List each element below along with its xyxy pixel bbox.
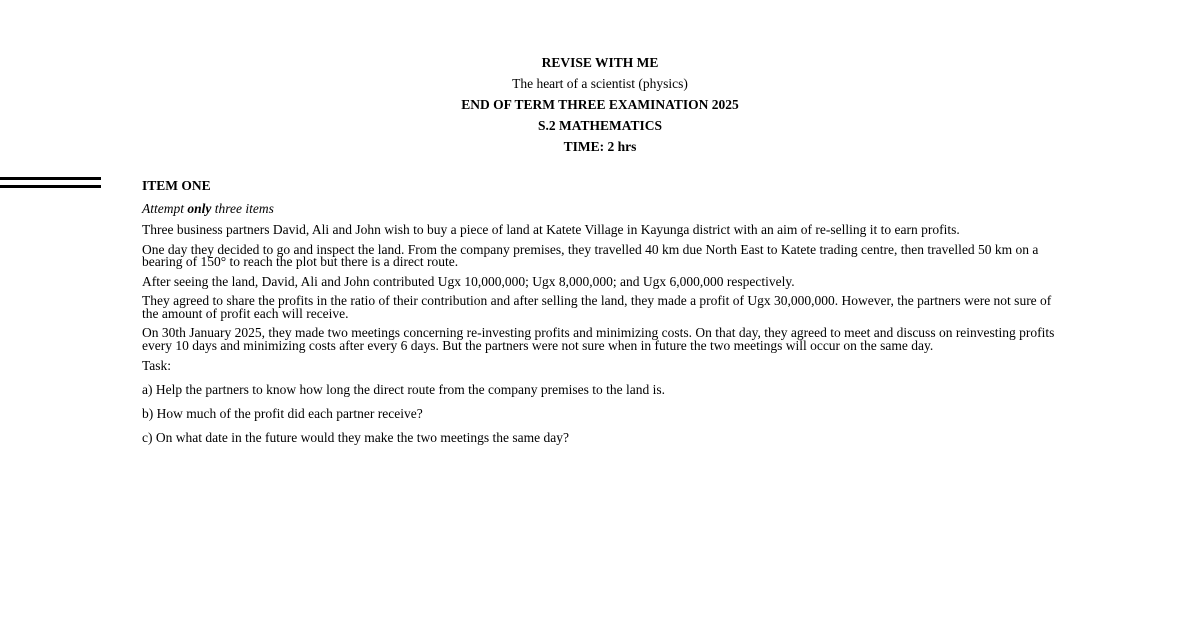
margin-rule-top	[0, 177, 101, 180]
question-c: c) On what date in the future would they make the two meetings the same day?	[142, 430, 569, 445]
header-exam-name: END OF TERM THREE EXAMINATION 2025	[461, 97, 739, 112]
scenario-paragraph: On 30th January 2025, they made two meetings concerning re-investing profits and minimizing costs. On that day, they agreed to meet and discuss on reinvesting profits every 10 days and minimizing costs after every 6 days. But the partners were not sure when in future the two meetings will occur on the same day.	[142, 325, 1055, 353]
exam-header	[0, 55, 1200, 160]
margin-rule-bottom	[0, 185, 101, 188]
scenario-paragraph: One day they decided to go and inspect the land. From the company premises, they travelled 40 km due North East to Katete trading centre, then travelled 50 km on a bearing of 150° to reach the plot but there is a direct route.	[142, 241, 1039, 269]
header-time: TIME: 2 hrs	[563, 139, 637, 154]
question-b: b) How much of the profit did each partner receive?	[142, 406, 423, 421]
header-title: REVISE WITH ME	[541, 55, 659, 70]
scenario-paragraph: They agreed to share the profits in the ratio of their contribution and after selling the land, they made a profit of Ugx 30,000,000. However, the partners were not sure of the amount of profit each will receive.	[142, 293, 1052, 321]
item-one-section	[142, 178, 1062, 455]
header-subject: S.2 MATHEMATICS	[537, 118, 662, 133]
scenario-paragraph: After seeing the land, David, Ali and John contributed Ugx 10,000,000; Ugx 8,000,000; and Ugx 6,000,000 respectively.	[142, 273, 795, 289]
instruction-pre: Attempt	[142, 201, 188, 216]
scenario-paragraph: Three business partners David, Ali and John wish to buy a piece of land at Katete Village in Kayunga district with an aim of re-selling it to earn profits.	[142, 222, 960, 237]
question-a: a) Help the partners to know how long the direct route from the company premises to the land is.	[142, 382, 665, 397]
header-subtitle: The heart of a scientist (physics)	[512, 76, 688, 91]
instruction-emphasis: only	[187, 201, 212, 216]
item-title: ITEM ONE	[142, 178, 211, 193]
instruction-post: three items	[211, 201, 274, 216]
task-label: Task:	[142, 358, 172, 373]
item-instruction	[142, 201, 1062, 217]
